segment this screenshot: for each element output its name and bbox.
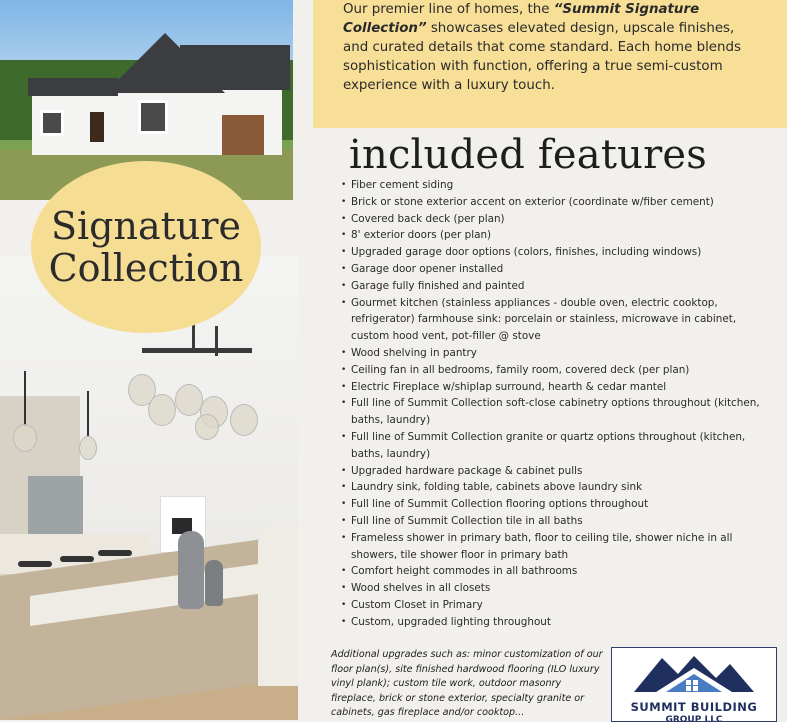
list-item: • Fiber cement siding — [337, 177, 777, 194]
bullet-icon: • — [341, 515, 347, 526]
list-item: • Full line of Summit Collection granite or quartz options throughout (kitchen, baths, laundry) — [341, 430, 746, 460]
list-item: • Wood shelving in pantry — [337, 345, 777, 362]
list-item: • Upgraded garage door options (colors, finishes, including windows) — [337, 244, 777, 261]
bullet-icon: • — [341, 280, 347, 291]
list-item: • Custom, upgraded lighting throughout — [337, 614, 777, 631]
collection-title — [49, 205, 244, 289]
list-item: • Garage door opener installed — [337, 261, 777, 278]
list-item: • Gourmet kitchen (stainless appliances - double oven, electric cooktop, refrigerator) farmhouse sink: porcelain or stainless, microwave in cabinet, custom hood vent, pot-filler @ stove — [341, 296, 737, 343]
list-item: • Comfort height commodes in all bathrooms — [337, 563, 777, 580]
bullet-icon: • — [341, 599, 347, 610]
list-item: • Full line of Summit Collection tile in all baths — [337, 513, 777, 530]
bullet-icon: • — [341, 196, 347, 207]
company-logo — [611, 647, 777, 722]
bullet-icon: • — [341, 263, 347, 274]
mountain-roof-logo-icon — [612, 648, 776, 700]
list-item: • Full line of Summit Collection flooring options throughout — [337, 496, 777, 513]
collection-title-line2: Collection — [48, 246, 244, 290]
bullet-icon: • — [341, 566, 347, 577]
list-item: • Laundry sink, folding table, cabinets above laundry sink — [337, 479, 777, 496]
bullet-icon: • — [341, 465, 347, 476]
bullet-icon: • — [341, 230, 347, 241]
list-item: • Ceiling fan in all bedrooms, family room, covered deck (per plan) — [337, 362, 777, 379]
bullet-icon: • — [341, 482, 347, 493]
upgrades-note: Additional upgrades such as: minor customization of our floor plan(s), site finished hardwood flooring (ILO luxury vinyl plank); custom tile work, outdoor masonry fireplace, brick or stone exterior, specialty granite or cabinets, gas fireplace and/or cooktop... — [331, 649, 603, 719]
list-item: • Covered back deck (per plan) — [337, 211, 777, 228]
list-item: • Garage fully finished and painted — [337, 278, 777, 295]
features-heading: included features — [349, 132, 707, 178]
intro-brand: “Summit Signature Collection” — [343, 2, 700, 36]
intro-after: showcases elevated design, upscale finishes, and curated details that come standard. Each home blends sophistication with function, offering a true semi-custom experience with a luxury touch. — [343, 21, 741, 93]
intro-before: Our premier line of homes, the — [343, 2, 554, 17]
bullet-icon: • — [341, 347, 347, 358]
bullet-icon: • — [341, 616, 347, 627]
bullet-icon: • — [341, 381, 347, 392]
bullet-icon: • — [341, 213, 347, 224]
bullet-icon: • — [341, 398, 347, 409]
list-item: • 8' exterior doors (per plan) — [337, 227, 777, 244]
bullet-icon: • — [341, 364, 347, 375]
list-item: • Custom Closet in Primary — [337, 597, 777, 614]
bullet-icon: • — [341, 297, 347, 308]
intro-paragraph — [343, 0, 763, 95]
list-item: • Upgraded hardware package & cabinet pulls — [337, 463, 777, 480]
list-item: • Brick or stone exterior accent on exterior (coordinate w/fiber cement) — [337, 194, 777, 211]
bullet-icon: • — [341, 431, 347, 442]
bullet-icon: • — [341, 247, 347, 258]
bullet-icon: • — [341, 499, 347, 510]
features-list — [337, 177, 777, 631]
list-item: • Frameless shower in primary bath, floor to ceiling tile, shower niche in all showers, tile shower floor in primary bath — [341, 531, 733, 561]
bullet-icon: • — [341, 583, 347, 594]
list-item: • Electric Fireplace w/shiplap surround, hearth & cedar mantel — [337, 379, 777, 396]
list-item: • Full line of Summit Collection soft-close cabinetry options throughout (kitchen, baths, laundry) — [341, 397, 760, 427]
bullet-icon: • — [341, 180, 347, 190]
list-item: • Wood shelves in all closets — [337, 580, 777, 597]
collection-title-line1: Signature — [50, 204, 242, 248]
bullet-icon: • — [341, 532, 347, 543]
logo-sub: GROUP LLC — [665, 715, 723, 722]
collection-title-badge — [31, 161, 261, 333]
logo-name: SUMMIT BUILDING — [630, 700, 758, 714]
